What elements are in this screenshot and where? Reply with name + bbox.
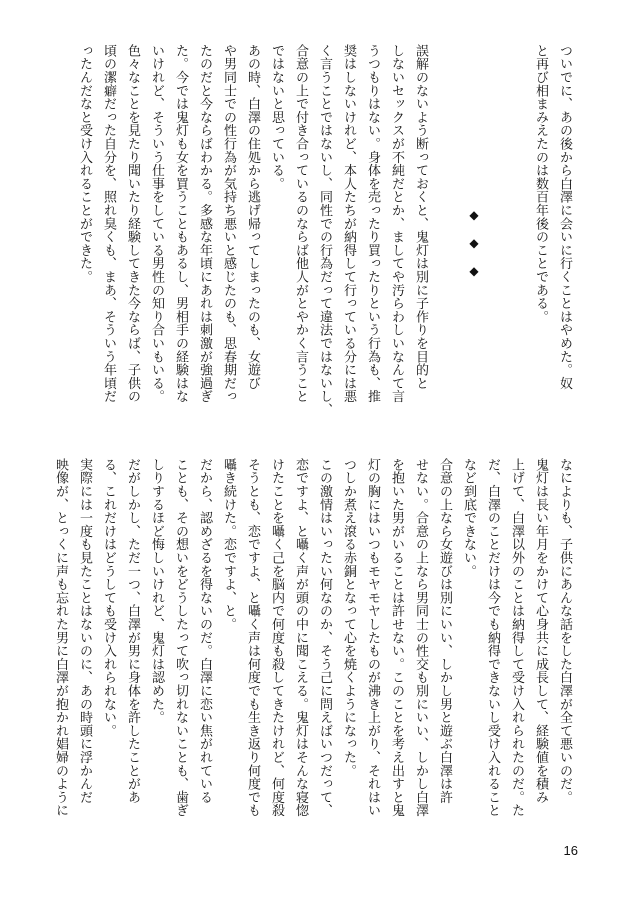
text-column: 合意の上なら女遊びは別にいい、しかし男と遊ぶ白澤は許 [437,458,452,804]
text-column: る、これだけはどうしても受け入れられない。 [101,458,116,738]
text-column: 鬼灯は長い年月をかけて心身共に成長して、経験値を積み [533,458,548,804]
text-column: しないセックスが不純だとか、ましてや汚らわしいなんて言 [389,44,404,404]
diamond-icon: ◆ [469,208,479,222]
text-column: あの時、白澤の住処から逃げ帰ってしまったのも、女遊び [245,44,260,390]
text-column: たのだと今ならばわかる。多感な年頃にあれは刺激が強過ぎ [197,44,212,404]
text-column: いけれど、そういう仕事をしている男性の知り合いもいる。 [149,44,164,404]
text-column: なによりも、子供にあんな話をした白澤が全て悪いのだ。 [557,458,572,804]
text-column: 灯の胸にはいつもモヤモヤしたものが沸き上がり、それはい [365,458,380,818]
text-column: ではないと思っている。 [269,44,284,191]
text-column: この激情はいったい何なのか、そう己に問えばいつだって、 [317,458,332,818]
text-column: 上げて、白澤以外のことは納得して受け入れられたのだ。た [509,458,524,818]
text-column: つしか煮え滾る赤銅となって心を焼くようになった。 [341,458,356,778]
text-column: 頃の潔癖だった自分を、照れ臭くも、まあ、そういう年頃だ [101,44,116,404]
text-column: ついでに、あの後から白澤に会いに行くことはやめた。奴 [557,44,572,390]
diamond-icon: ◆ [469,236,479,250]
section-divider [462,208,486,278]
blank-column [504,44,528,416]
text-column: だがしかし、ただ一つ、白澤が男に身体を許したことがあ [125,458,140,804]
text-column: 誤解のないよう断っておくと、鬼灯は別に子作りを目的と [413,44,428,390]
text-column: を抱いた男がいることは許せない。このことを考え出すと鬼 [389,458,404,818]
text-column: と再び相まみえたのは数百年後のことである。 [533,44,548,324]
text-column: 囁き続けた。恋ですよ、と。 [221,458,236,631]
text-column: く言うことではないし、同性での行為だって違法ではないし、 [317,44,332,417]
text-column: ことも、その想いをどうしたって吹っ切れないことも、歯ぎ [173,458,188,818]
text-column: 色々なことを見たり聞いたり経験してきた今ならば、子供の [125,44,140,404]
text-column: ったんだなと受け入れることができた。 [77,44,92,284]
text-column: だから、認めざるを得ないのだ。白澤に恋い焦がれている [197,458,212,804]
text-column: 合意の上で付き合っているのならば他人がとやかく言うこと [293,44,308,404]
text-column: せない。合意の上なら男同士の性交も別にいい、しかし白澤 [413,458,428,818]
text-column: 恋ですよ、と囁く声が頭の中に聞こえる。鬼灯はそんな寝惚 [293,458,308,818]
text-column: 実際には一度も見たことはないのに、あの時頭に浮かんだ [77,458,92,804]
text-column: 映像が、とっくに声も忘れた男に白澤が抱かれ娼婦のように [53,458,68,818]
text-column: た。今では鬼灯も女を買うこともあるし、男相手の経験はな [173,44,188,404]
page-number: 16 [563,843,578,858]
blank-column [432,44,456,416]
text-column: だ、白澤のことだけは今でも納得できないし受け入れること [485,458,500,818]
top-text-block [56,44,576,416]
bottom-text-block [53,458,576,830]
text-column: うつもりはない。身体を売ったり買ったりという行為も、推 [365,44,380,404]
text-column: しりするほど悔しいけれど、鬼灯は認めた。 [149,458,164,724]
text-column: けたことを囁く己を脳内で何度も殺してきたけれど、何度殺 [269,458,284,818]
diamond-icon: ◆ [469,264,479,278]
text-column: や男同士での性行為が気持ち悪いと感じたのも、思春期だっ [221,44,236,404]
text-column: そうとも、恋ですよ、と囁く声は何度でも生き返り何度でも [245,458,260,818]
text-column: 奨はしないけれど、本人たちが納得して行っている分には悪 [341,44,356,404]
text-column: など到底できない。 [461,458,476,578]
